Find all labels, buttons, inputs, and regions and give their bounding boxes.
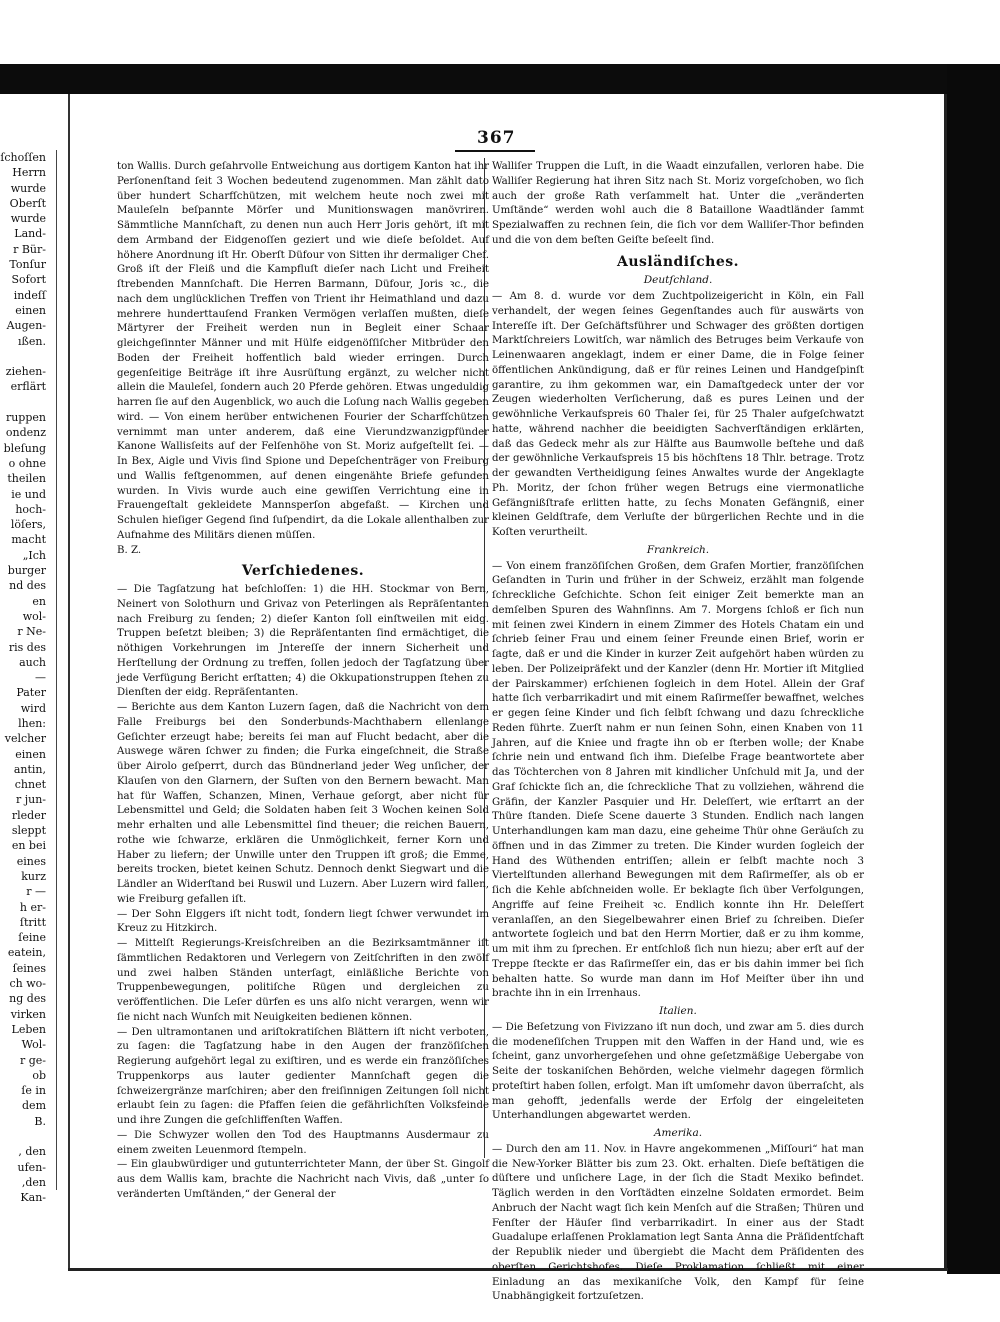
margin-fragment-line: Kan- [20, 1191, 46, 1205]
margin-fragment-line: ris des [8, 640, 46, 654]
news-paragraph: — Den ultramontanen und ariſtokratiſchen Blättern iſt nicht verboten, zu ſagen: die Tagſatzung habe in den Augen der franzöſiſchen Regierung aufgehört legal zu exiſtiren, und es werde ein franzöſiſches Truppenkorps aus lauter gedienter Mannſchaft gegen die ſchweizergränze marſchiren; aber den freiſinnigen Zeitungen ſoll nicht erlaubt ſein zu ſagen: die Pfaffen ſeien die gefährlichſten Volksfeinde und ihre Zungen die geſchliffenſten Waffen. [117, 1026, 489, 1126]
margin-fragment-line: Sofort [11, 273, 46, 287]
margin-fragment-line: einen [15, 747, 46, 761]
margin-fragment-line: ſtritt [19, 915, 46, 929]
margin-fragment-line: ondenz [5, 426, 46, 440]
margin-fragment-line: ıßen. [18, 334, 46, 348]
margin-fragment-line: o ohne [8, 456, 46, 470]
margin-fragment-line: einen [15, 303, 46, 317]
margin-fragment-line: r ge- [19, 1053, 46, 1067]
country-heading-deutschland: Deutſchland. [643, 274, 713, 287]
page-right-edge [944, 94, 947, 1269]
country-heading-frankreich: Frankreich. [646, 543, 710, 556]
adjacent-page-fragment [0, 150, 48, 1205]
margin-fragment-line: wurde [10, 181, 46, 195]
page-left-edge [68, 94, 70, 1269]
news-paragraph: — Der Sohn Elggers iſt nicht todt, ſondern liegt ſchwer verwundet im Kreuz zu Hitzkirch. [117, 908, 489, 935]
margin-fragment-line: ſeine [18, 931, 46, 945]
margin-fragment-line: ſeines [12, 961, 46, 975]
margin-fragment-line: , den [18, 1145, 46, 1159]
news-paragraph: — Die Tagſatzung hat beſchloſſen: 1) die HH. Stockmar von Bern, Neinert von Solothurn und Grivaz von Peterlingen als Repräſentanten nach Freiburg zu ſenden; 2) dieſer Kanton ſoll einſtweilen mit eidg. Truppen beſetzt bleiben; 3) die Repräſentanten ſind ermächtiget, die nöthigen Vorkehrungen im Jntereſſe der innern Sicherheit und Herſtellung der Ordnung zu treffen, ſollen jedoch der Tagſatzung über jede Verfügung Bericht erſtatten; 4) die Okkupationstruppen ſtehen zu Dienſten der eidg. Repräſentanten. [117, 584, 489, 699]
margin-fragment-line: lhen: [18, 716, 46, 730]
margin-fragment-line: auch [19, 655, 46, 669]
margin-fragment-line: theilen [7, 472, 46, 486]
margin-fragment-line: ſe in [21, 1084, 46, 1098]
margin-fragment-line: ziehen- [5, 365, 46, 379]
page-number: 367 [477, 128, 516, 148]
margin-fragment-line: ,den [21, 1175, 46, 1189]
country-heading-amerika: Amerika. [653, 1127, 703, 1139]
news-paragraph: — Mittelſt Regierungs-Kreisſchreiben an die Bezirksamtmänner iſt ſämmtlichen Redaktoren und Verlegern von Zeitſchriften in den zwölf und zwei halben Ständen unterſagt, einläßliche Berichte von Truppenbewegungen, politiſche Rügen und dergleichen zu veröffentlichen. Die Leſer dürfen es uns alſo nicht verargen, wenn wir ſie nicht nach Wunſch mit Neuigkeiten bedienen können. [117, 938, 489, 1023]
left-opening-paragraph: ton Wallis. Durch geſahrvolle Entweichung aus dortigem Kanton hat ihr Perſonenſtand ſeit 3 Wochen bedeutend zugenommen. Man zählt dato über hundert Scharfſchützen, mit welchem heute noch zwei mit Mauleſeln beſpannte Mörſer und Munitionswagen manövriren. Sämmtliche Mannſchaft, zu denen nun auch Herr Joris gehört, iſt mit dem Armband der Eidgenoſſen geziert und wie dieſe beſoldet. Auf höhere Anordnung iſt Hr. Oberſt Düfour von Sitten ihr dermaliger Chef. Groß iſt der Fleiß und die Kampfluſt dieſer nach Licht und Freiheit ſtrebenden Mannſchaft. Die Herren Barmann, Düfour, Joris ꝛc., die nach dem unglücklichen Treffen von Trient ihr Heimathland und dazu mehrere hunderttauſend Franken Vermögen verlaſſen mußten, dieſe Märtyrer der Freiheit werden nun in Begleit einer Schaar gleichgeſinnter Männer und mit Hülfe eidgenöſſiſcher Mitbrüder den Boden der Freiheit hoffentlich bald wieder erringen. Durch gegenſeitige Beiträge iſt ihre Ausrüſtung ergänzt, zu welcher nicht allein die Mauleſel, ſondern auch 20 Pferde gehören. Etwas ungeduldig harren ſie auf den Augenblick, wo auch die Loſung nach Wallis gegeben wird. — Von einem herüber entwichenen Fourier der Scharfſchützen vernimmt man unter anderem, daß eine Vierundzwanzigpfünder Kanone Wallisſeits auf der Felſenhöhe von St. Moriz aufgeſtellt ſei. — In Bex, Aigle und Vivis ſind Spione und Depeſchenträger von Freiburg und Wallis feſtgenommen, auf denen eingenähte Briefe gefunden wurden. In Vivis wurde auch eine gewiſſen Verrichtung eine in Frauengeſtalt gekleidete Mannsperſon abgefaßt. — Kirchen und Schulen hieſiger Gegend ſind ſuſpendirt, da die Lokale allenthalben zur Aufnahme des Militärs dienen müſſen. [117, 161, 489, 541]
country-report-deutschland: — Am 8. d. wurde vor dem Zuchtpolizeigericht in Köln, ein Fall verhandelt, der wegen ſeines Gegenſtandes auch für auswärts von Intereſſe iſt. Der Geſchäftsführer und Schwager des größten dortigen Marktſchreiers Lowitſch, war nämlich des Betruges beim Verkaufe von Leinenwaaren angeklagt, indem er einer Dame, die in Folge ſeiner öffentlichen Ankündigung, daß er für reines Leinen und Handgeſpinſt garantire, zu ihm gekommen war, ein Damaſtgedeck unter der vor Zeugen wiederholten Verſicherung, daß es pures Leinen und der gewöhnliche Verkaufspreis 60 Thaler ſei, für 25 Thaler aufgeſchwatzt hatte, während nachher die beeidigten Sachverſtändigen erklärten, daß das Gedeck mehr als zur Hälfte aus Baumwolle beſtehe und daß der gewöhnliche Verkaufspreis 15 bis höchſtens 18 Thlr. betrage. Trotz der gewandten Vertheidigung ſeines Anwaltes wurde der Angeklagte Ph. Moritz, der ſchon früher wegen Betrugs eine viermonatliche Gefängnißſtrafe erlitten hatte, zu ſechs Monaten Gefängniß, einer kleinen Geldſtrafe, dem Verluſte der bürgerlichen Rechte und in die Koſten verurtheilt. [492, 291, 864, 538]
margin-fragment-line [0, 1129, 46, 1144]
margin-fragment-line: Tonſur [9, 258, 46, 272]
left-column [117, 160, 489, 1203]
margin-fragment-line [0, 395, 46, 410]
margin-fragment-line: rleder [11, 808, 46, 822]
news-paragraph: — Berichte aus dem Kanton Luzern ſagen, daß die Nachricht von dem Falle Freiburgs bei den Sonderbunds-Machthabern ellenlange Geſichter erzeugt habe; bereits ſei man auf Flucht bedacht, aber die Auswege wären ſchwer zu finden; die Furka eingeſchneit, die Straße über Airolo geſperrt, durch das Bündnerland jeder Weg unſicher, der Klauſen von den Glarnern, der Suſten von den Bernern bewacht. Man hat für Waffen, Schanzen, Minen, Verhaue geſorgt, aber nicht für Lebensmittel und Geld; die Soldaten haben ſeit 3 Wochen keinen Sold mehr erhalten und alle Lebensmittel ſind theuer; die reichen Bauern, rothe wie ſchwarze, erklären die Unmöglichkeit, ferner Korn und Haber zu liefern; der Unwille unter den Truppen iſt groß; die Emme, bereits trocken, bietet keinen Schutz. Dennoch denkt Siegwart und die Ländler an Widerſtand bei Ruswil und Luzern. Aber Luzern wird fallen, wie Freiburg gefallen iſt. [117, 702, 489, 905]
margin-fragment-line: macht [11, 533, 46, 547]
country-report-italien: — Die Beſetzung von Fivizzano iſt nun doch, und zwar am 5. dies durch die modeneſiſchen Truppen mit den Waffen in der Hand und, wie es ſcheint, ganz unvorhergeſehen und ohne geſetzmäßige Uebergabe von Seite der toskaniſchen Behörden, welche vielmehr dagegen förmlich proteſtirt haben ſollen, erfolgt. Man iſt umſomehr davon überraſcht, als man gehofft, jedenfalls werde der Erfolg der eingeleiteten Unterhandlungen abgewartet werden. [492, 1021, 864, 1122]
margin-fragment-line: B. [34, 1114, 46, 1128]
margin-fragment-line: hoch- [15, 502, 46, 516]
margin-fragment-line: indeſſ [13, 288, 46, 302]
margin-fragment-line: ch wo- [9, 977, 46, 991]
margin-fragment-line: löſers, [10, 518, 46, 532]
margin-fragment-line: wird [20, 701, 46, 715]
margin-fragment-line: eatein, [7, 946, 46, 960]
margin-fragment-line: velcher [4, 732, 46, 746]
margin-fragment-line: kurz [21, 869, 46, 883]
margin-fragment-line: wol- [22, 609, 46, 623]
margin-fragment-line: burger [7, 564, 46, 578]
country-heading-italien: Italien. [659, 1005, 697, 1017]
margin-fragment-line: ruppen [5, 411, 46, 425]
margin-fragment-line: h er- [19, 900, 46, 914]
margin-fragment-line: eines [16, 854, 46, 868]
margin-fragment-line: wurde [10, 212, 46, 226]
margin-fragment-line: Augen- [6, 319, 46, 333]
margin-fragment-line: — [35, 671, 46, 685]
news-paragraph: — Ein glaubwürdiger und gutunterrichteter Mann, der über St. Gingolf aus dem Wallis kam, brachte die Nachricht nach Vivis, daß „unter ſo veränderten Umſtänden,“ der General der [117, 1159, 489, 1200]
page-number-rule [455, 150, 535, 152]
margin-fragment-line: Herrn [12, 166, 46, 180]
margin-fragment-line: ob [32, 1068, 46, 1082]
right-opening-paragraph: Walliſer Truppen die Luſt, in die Waadt einzufallen, verloren habe. Die Walliſer Regierung hat ihren Sitz nach St. Moriz vorgeſchoben, wo ſich auch der große Rath verſammelt hat. Unter die „veränderten Umſtände“ werden wohl auch die 8 Bataillone Waadtländer ſammt Spezialwaffen zu rechnen ſein, die ſich vor dem Walliſer-Thor befinden und die von dem beſten Geiſte beſeelt ſind. [492, 161, 864, 246]
article-signature: B. Z. [117, 544, 142, 556]
news-paragraph: — Die Schwyzer wollen den Tod des Hauptmanns Ausdermaur zu einem zweiten Leuenmord ſtempeln. [117, 1129, 489, 1156]
adjacent-page-rule [56, 150, 57, 1190]
margin-fragment-line: ie und [11, 487, 46, 501]
margin-fragment-line: r jun- [15, 793, 46, 807]
margin-fragment-line: Oberſt [9, 196, 46, 210]
margin-fragment-line: r — [26, 885, 46, 899]
margin-fragment-line: virken [10, 1007, 46, 1021]
margin-fragment-line: chnet [14, 778, 46, 792]
margin-fragment-line: bleſung [3, 441, 46, 455]
margin-fragment-line: ng des [9, 992, 46, 1006]
margin-fragment-line: Land- [14, 227, 46, 241]
margin-fragment-line: en [32, 594, 46, 608]
margin-fragment-line: erflärt [10, 380, 46, 394]
section-title-verschiedenes: Verſchiedenes. [241, 563, 365, 580]
country-report-frankreich: — Von einem franzöſiſchen Großen, dem Grafen Mortier, franzöſiſchen Geſandten in Turin und früher in der Schweiz, erzählt man folgende ſchreckliche Geſchichte. Schon ſeit einiger Zeit bemerkte man an demſelben Spuren des Wahnſinns. Am 7. Morgens ſchloß er ſich nun mit ſeinen zwei Kindern in einem Zimmer des Hotels Chatam ein und ſchrieb ſeiner Frau und einem ſeiner Freunde einen Brief, worin er ſagte, daß er und die Kinder in kurzer Zeit aufgehört haben würden zu leben. Der Polizeipräfekt und der Kanzler (denn Hr. Mortier iſt Mitglied der Pairskammer) erſchienen ſogleich in dem Hotel. Allein der Graf hatte ſich verbarrikadirt und mit einem Raſirmeſſer bewaffnet, welches er gegen ſeine Kinder und ſich ſelbſt ſchwang und dazu ſchreckliche Reden führte. Zuerſt nahm er nun ſeinen Sohn, einen Knaben von 11 Jahren, auf die Kniee und fragte ihn ob er ſterben wolle; der Knabe ſchrie nein und entwand ſich ihm. Dieſelbe Frage beantwortete aber das Töchterchen von 8 Jahren mit kindlicher Unſchuld mit Ja, und der Graf ſchickte ſich an, die ſchreckliche That zu vollziehen, während die Gräfin, der Kanzler Pasquier und Hr. Deleſſert, wie erſtarrt an der Thüre ſtanden. Dieſe Scene dauerte 3 Stunden. Endlich nach langen Unterhandlungen kam man dazu, eine geheime Thür ohne Geräuſch zu öffnen und in das Zimmer zu treten. Die Kinder wurden ſogleich der Hand des Wüthenden entriſſen; allein er ſelbſt machte noch 3 Viertelſtunden allerhand Bewegungen mit dem Raſirmeſſer, als ob er ſich die Kehle abſchneiden wolle. Er beklagte ſich über Verfolgungen, Angriffe auf ſeine Freiheit ꝛc. Endlich konnte ihn Hr. Deleſſert veranlaſſen, an den Siegelbewahrer einen Brief zu ſchreiben. Dieſer antwortete ſogleich und bat den Herrn Mortier, daß er zu ihm komme, um mit ihm zu ſprechen. Er entſchloß ſich nun hiezu; aber erſt auf der Treppe ſteckte er das Raſirmeſſer ein, das er bis dahin immer bei ſich behalten hatte. So wurde man dann im Hof Meiſter über ihn und brachte ihn in ein Irrenhaus. [492, 560, 864, 1000]
margin-fragment-line: Wol- [21, 1038, 46, 1052]
margin-fragment-line: r Ne- [17, 625, 46, 639]
right-column [492, 160, 864, 1305]
margin-fragment-line [0, 349, 46, 364]
margin-fragment-line: Pater [16, 686, 46, 700]
margin-fragment-line: Leben [11, 1022, 46, 1036]
margin-fragment-line: nd des [9, 579, 46, 593]
margin-fragment-line: en bei [11, 839, 46, 853]
margin-fragment-line: „Ich [22, 548, 46, 562]
section-title-auslaendisches: Ausländiſches. [617, 253, 739, 270]
scan-right-border [947, 64, 1000, 1274]
margin-fragment-line: antin, [13, 762, 46, 776]
scan-top-border [0, 64, 1000, 94]
margin-fragment-line: sleppt [11, 824, 46, 838]
margin-fragment-line: ſchoſſen [0, 151, 46, 164]
country-report-amerika: — Durch den am 11. Nov. in Havre angekommenen „Miſſouri“ hat man die New-Yorker Blätter bis zum 23. Okt. erhalten. Dieſe beſtätigen die düſtere und unſichere Lage, in der ſich die Stadt Mexiko befindet. Täglich werden in den Vorſtädten einzelne Soldaten ermordet. Beim Anbruch der Nacht wagt ſich kein Menſch auf die Straßen; Thüren und Fenſter der Häuſer ſind verbarrikadirt. In einer aus der Stadt Guadalupe erlaſſenen Proklamation legt Santa Anna die Präſidentſchaft der Republik nieder und übergiebt die Macht dem Präſidenten des oberſten Gerichtshofes. Dieſe Proklamation ſchließt mit einer Einladung an das mexikaniſche Volk, den Kampf für ſeine Unabhängigkeit fortzuſetzen. [492, 1143, 864, 1303]
margin-fragment-line: r Bür- [13, 242, 46, 256]
margin-fragment-line: ufen- [17, 1160, 46, 1174]
margin-fragment-line: dem [22, 1099, 46, 1113]
